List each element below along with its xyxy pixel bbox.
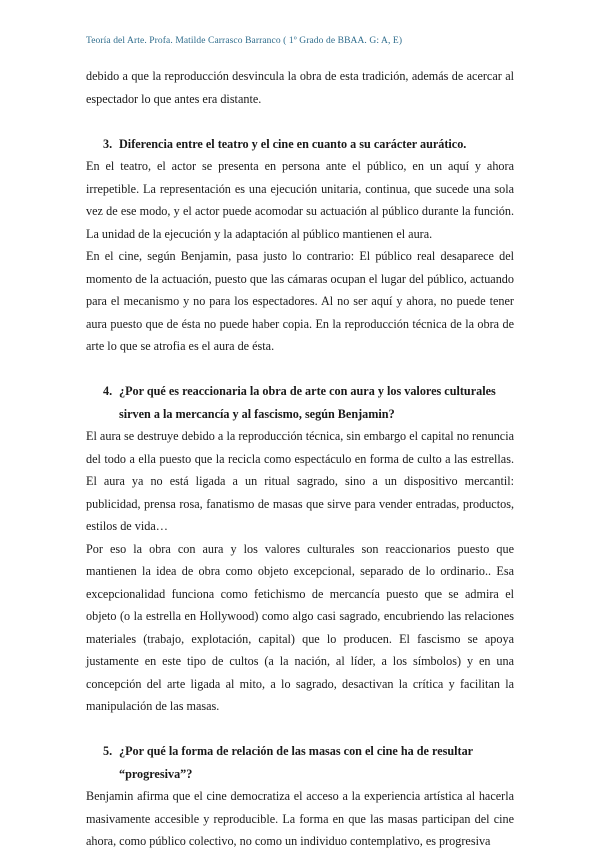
question-heading [86,380,514,425]
section-5 [86,740,514,853]
section-3 [86,133,514,358]
question-text: Diferencia entre el teatro y el cine en cuanto a su carácter aurático. [119,136,467,151]
answer-paragraph: El aura se destruye debido a la reproducción técnica, sin embargo el capital no renuncia del todo a ella puesto que la recicla como espectáculo en forma de culto a las estrellas. El aura ya no está ligada a un ritual sagrado, sino a un dispositivo mercantil: publicidad, prensa rosa, fanatismo de masas que sirve para vender entradas, productos, estilos de vida… [86,429,514,533]
page-content [86,65,514,853]
intro-paragraph: debido a que la reproducción desvincula la obra de esta tradición, además de acercar al espectador lo que antes era distante. [86,69,514,106]
question-text: ¿Por qué es reaccionaria la obra de arte con aura y los valores culturales sirven a la mercancía y al fascismo, según Benjamin? [119,384,496,421]
question-heading [86,740,514,785]
answer-paragraph: En el cine, según Benjamin, pasa justo lo contrario: El público real desaparece del momento de la actuación, puesto que las cámaras ocupan el lugar del público, actuando para el mecanismo y no para los espectadores. Al no ser aquí y ahora, no puede tener aura puesto que de ésta no puede haber copia. En la reproducción técnica de la obra de arte lo que se atrofia es el aura de ésta. [86,249,514,353]
question-number: 5. [103,744,113,758]
answer-paragraph: Por eso la obra con aura y los valores culturales son reaccionarios puesto que mantienen la idea de obra como objeto excepcional, separado de lo ordinario.. Esa excepcionalidad funciona como fetichismo de mercancía puesto que se admira el objeto (o la estrella en Hollywood) como algo casi sagrado, encubriendo las relaciones materiales (trabajo, explotación, capital) que lo producen. El fascismo se apoya justamente en este tipo de cultos (a la nación, al líder, a los símbolos) y en una concepción del arte ligada al mito, a lo sagrado, desactivan la crítica y facilitan la manipulación de las masas. [86,541,514,713]
answer-paragraph: En el teatro, el actor se presenta en persona ante el público, en un aquí y ahora irrepetible. La representación es una ejecución unitaria, continua, que sucede una sola vez de ese modo, y el actor puede acomodar su actuación al público durante la función. La unidad de la ejecución y la adaptación al público mantienen el aura. [86,159,514,241]
question-number: 4. [103,384,113,398]
page-header: Teoría del Arte. Profa. Matilde Carrasco Barranco ( 1º Grado de BBAA. G: A, E) [86,36,403,46]
answer-paragraph: Benjamin afirma que el cine democratiza el acceso a la experiencia artística al hacerla masivamente accesible y reproducible. La forma en que las masas participan del cine ahora, como público colectivo, no como un individuo contemplativo, es progresiva [86,789,514,848]
section-4 [86,380,514,718]
question-text: ¿Por qué la forma de relación de las masas con el cine ha de resultar “progresiva”? [119,744,473,781]
question-heading [86,133,514,156]
question-number: 3. [103,136,113,151]
